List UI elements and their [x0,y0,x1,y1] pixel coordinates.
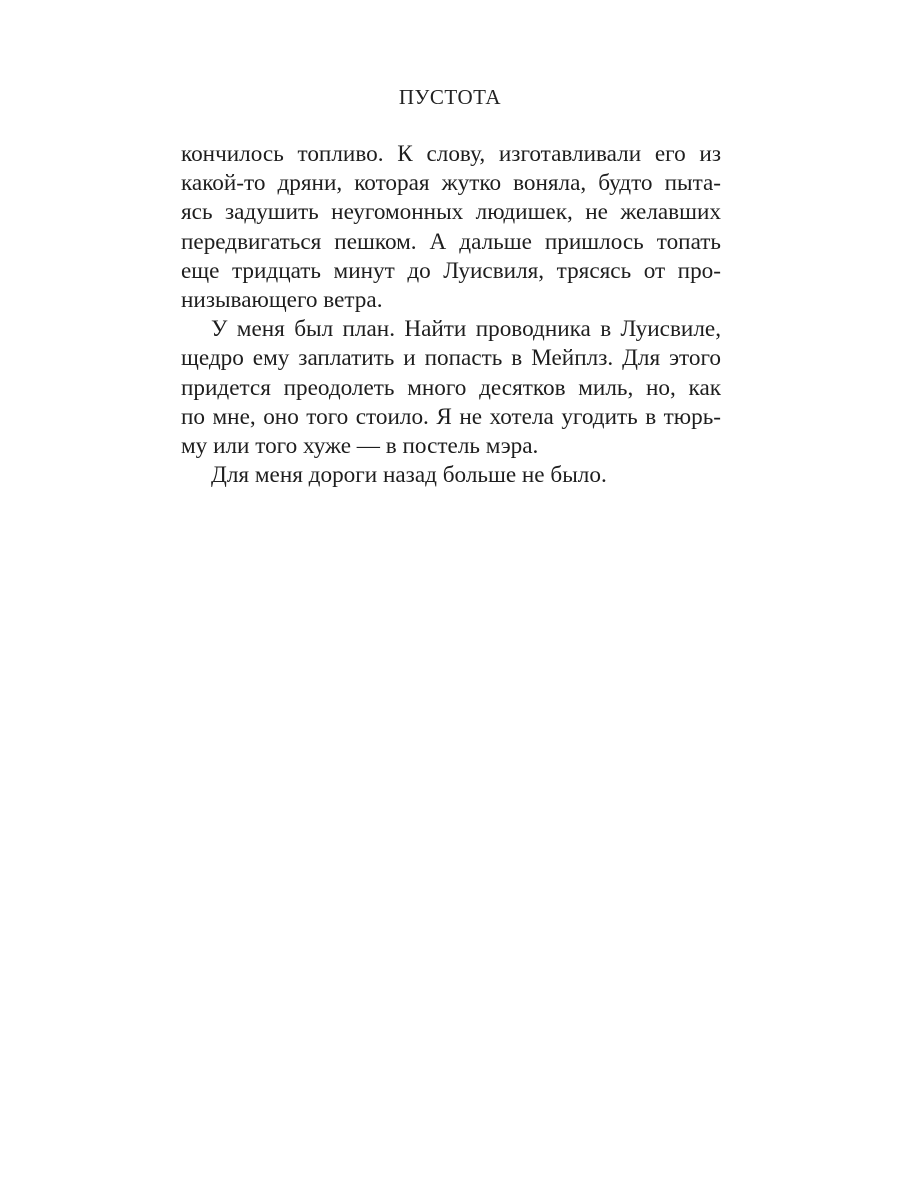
text-line: Для меня дороги назад больше не было. [211,462,607,489]
text-line: щедро ему заплатить и попасть в Мейплз. Для этого [181,345,721,372]
text-line: придется преодолеть много десятков миль, но, как [181,374,721,401]
paragraph-2 [181,315,721,461]
text-line: по мне, оно того стоило. Я не хотела угодить в тюрь- [181,403,721,430]
running-head: ПУСТОТА [398,85,502,109]
text-line: У меня был план. Найти проводника в Луисвиле, [211,316,721,343]
text-line: какой-то дряни, которая жутко воняла, будто пыта- [181,170,721,197]
text-line: еще тридцать минут до Луисвиля, трясясь от про- [181,257,721,284]
body-text [181,140,721,490]
paragraph-3 [181,461,721,490]
paragraph-1 [181,140,721,315]
text-line: му или того хуже — в постель мэра. [181,432,539,459]
text-line: кончилось топливо. К слову, изготавливали его из [181,141,721,167]
text-line: передвигаться пешком. А дальше пришлось топать [181,228,721,255]
text-line: низывающего ветра. [181,286,383,313]
text-line: ясь задушить неугомонных людишек, не желавших [181,199,721,226]
